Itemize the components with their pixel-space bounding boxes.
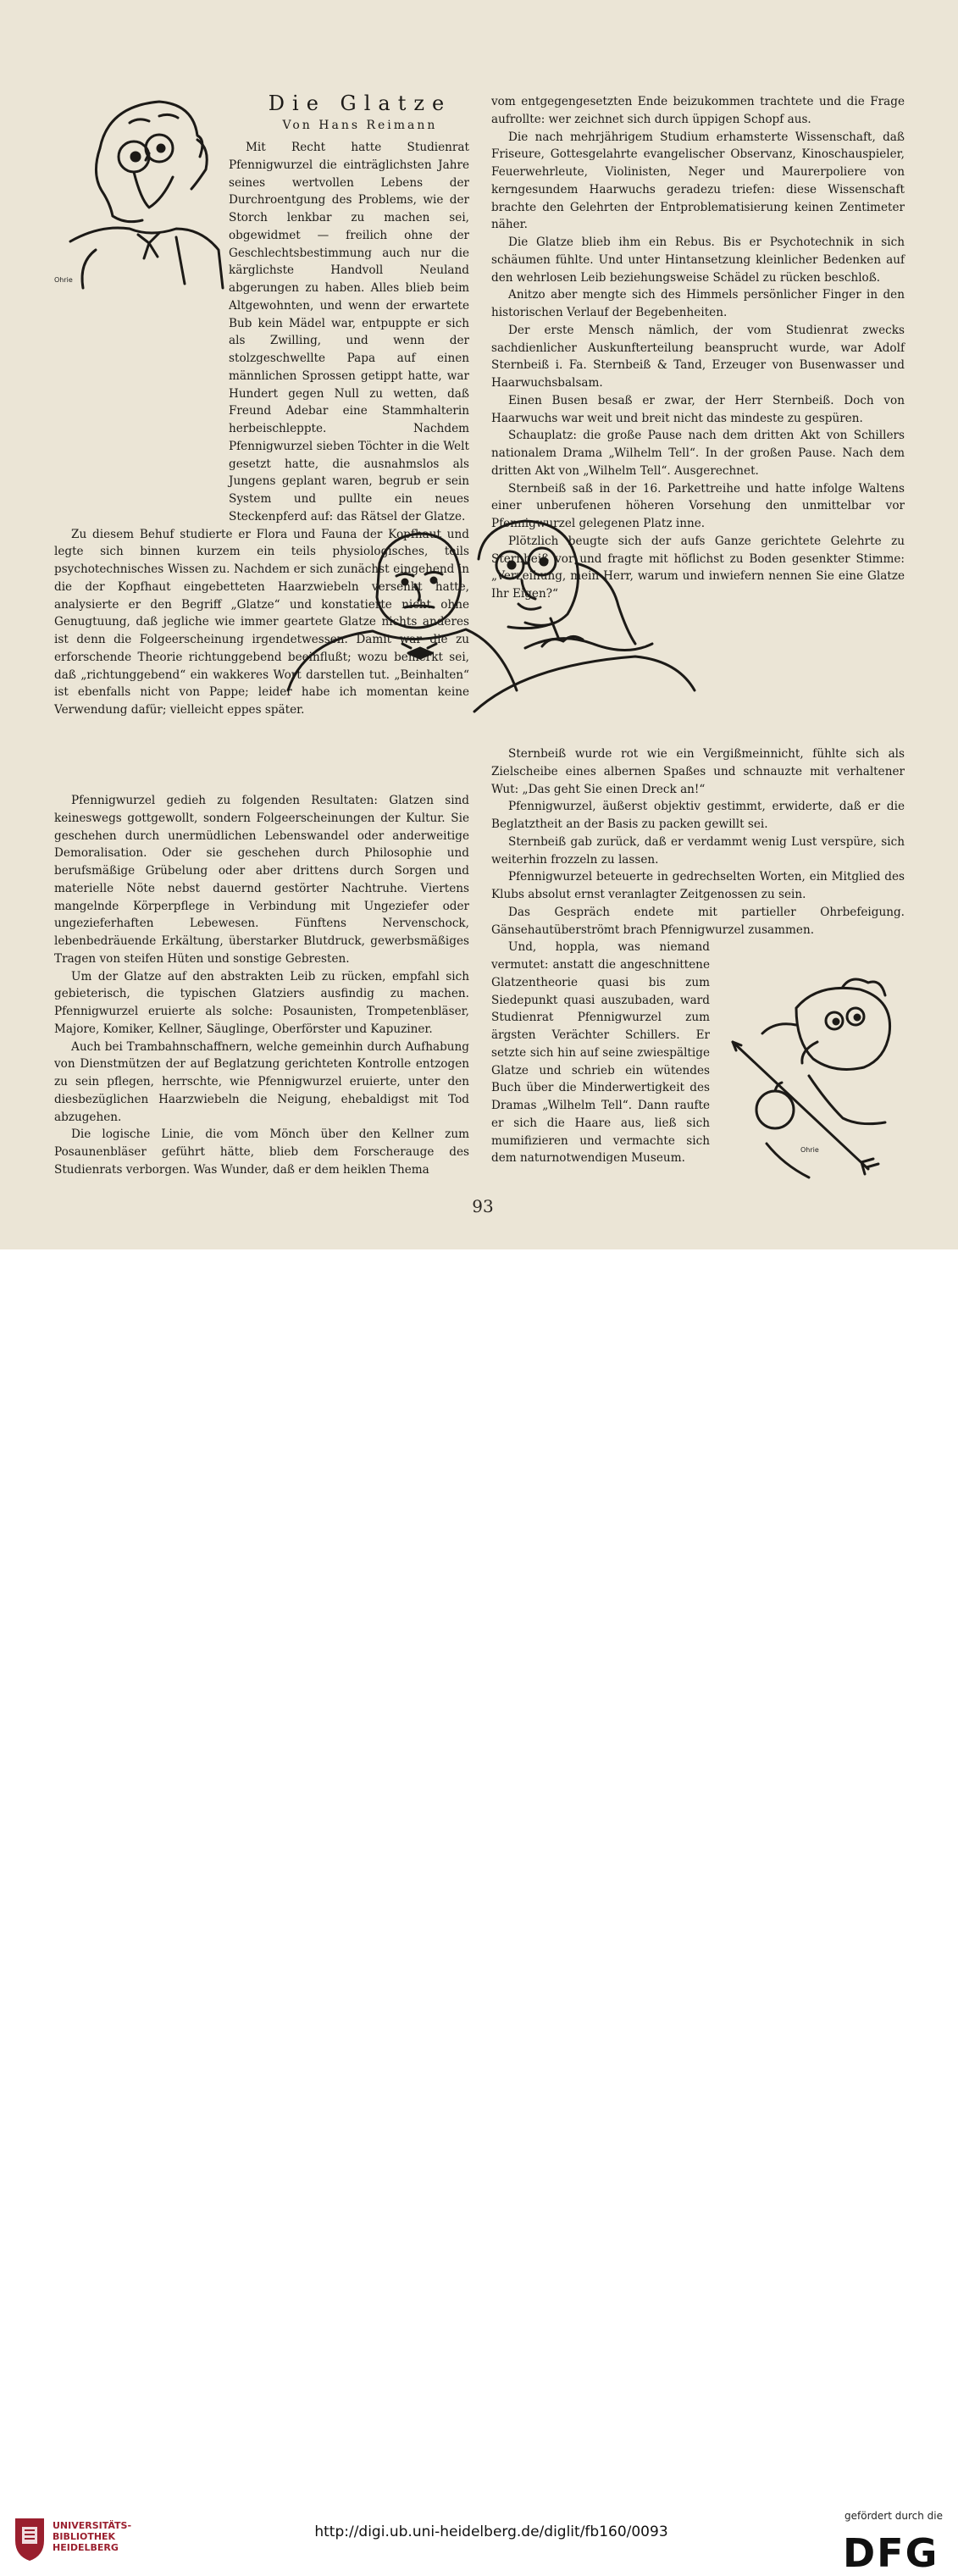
viewer-footer [0, 1249, 958, 2576]
paragraph: Die logische Linie, die vom Mönch über den Kellner zum Posaunenbläser geführt hätte, blieb dem Forscherauge des Studienrats verborgen. Was Wunder, daß er dem heiklen Thema [54, 1127, 469, 1177]
col-left-bottom [54, 792, 469, 1183]
illustrator-signature: Ohrie [54, 276, 73, 284]
article-title: Die Glatze [268, 91, 452, 115]
col-right-bottom [491, 745, 905, 1186]
paragraph: Pfennigwurzel, äußerst objektiv gestimmt, erwiderte, daß er die Beglatztheit an der Basis zu packen gewillt sei. [491, 800, 905, 831]
paragraph: Pfennigwurzel gedieh zu folgenden Resultaten: Glatzen sind keineswegs gottgewollt, sondern Folgeerscheinungen der Kultur. Sie geschehen durch unermüdlichen Lebenswandel oder anderweitige Demoralisation. Oder sie geschehen durch Philosophie und berufsmäßige Grübelung oder aber drittens durch Sorgen und materielle Nöte nebst dauernd gestörter Nachtruhe. Viertens mangelnde Körperpflege in Verbindung mit Ungeziefer oder ungezieferhaften Lebewesen. Fünftens Nervenschock, lebenbedräuende Erkältung, überstarker Blutdruck, gewerbsmäßiges Tragen von steifen Hüten und sonstige Gebresten. [54, 794, 469, 966]
paragraph: Pfennigwurzel beteuerte in gedrechselten Worten, ein Mitglied des Klubs absolut ernst veranlagter Zeitgenossen zu sein. [491, 870, 905, 901]
paragraph: vom entgegengesetzten Ende beizukommen trachtete und die Frage aufrollte: wer zeichnet sich durch üppigen Schopf aus. [491, 95, 905, 126]
paragraph: Anitzo aber mengte sich des Himmels persönlicher Finger in den historischen Verlauf der Begebenheiten. [491, 288, 905, 319]
illustrator-signature-2: Ohrie [800, 1146, 819, 1154]
paragraph: Plötzlich beugte sich der aufs Ganze gerichtete Gelehrte zu Sternbeiß vor und fragte mit höflichst zu Boden gesenkter Stimme: „Verzeihung, mein Herr, warum und inwiefern nennen Sie eine Glatze Ihr Eigen?“ [491, 534, 905, 601]
article-byline: Von Hans Reimann [282, 119, 438, 132]
paragraph: Schauplatz: die große Pause nach dem dritten Akt von Schillers nationalem Drama „Wilhelm Tell“. In der großen Pause. Nach dem dritten Akt von „Wilhelm Tell“. Ausgerechnet. [491, 429, 905, 478]
paragraph: Das Gespräch endete mit partieller Ohrbefeigung. Gänsehautüberströmt brach Pfennigwurzel zusammen. [491, 905, 905, 937]
dfg-logo: DFG [843, 2530, 939, 2576]
paragraph: Die Glatze blieb ihm ein Rebus. Bis er Psychotechnik in sich schäumen fühlte. Und unter Hintansetzung kleinlicher Bedenken auf den wehrlosen Leib beziehungsweise Schädel zu rücken beschloß. [491, 235, 905, 285]
paragraph: Die nach mehrjährigem Studium erhamsterte Wissenschaft, daß Friseure, Gottesgelahrte evangelischer Observanz, Kinoschauspieler, Feuerwehrleute, Violinisten, Neger und Maurerpoliere von kerngesundem Haarwuchs geradezu triefen: diese Wissenschaft brachte den Gelehrten der Entproblematisierung keinen Zentimeter näher. [491, 130, 905, 232]
paragraph: Mit Recht hatte Studienrat Pfennigwurzel die einträglichsten Jahre seines wertvollen Lebens der Durchroentgung des Problems, wie der Storch lenkbar zu machen sei, obgewidmet — freilich ohne der Geschlechtsbestimmung auch nur die kärglichste Handvoll Neuland abgerungen zu haben. Alles blieb beim Altgewohnten, und wenn der erwartete Bub kein Mädel war, entpuppte er sich als Zwilling, und wenn der stolzgeschwellte Papa auf einen männlichen Sprossen getippt hatte, war Hundert gegen Null zu wetten, daß Freund Adebar eine Stammhalterin herbeischleppte. Nachdem Pfennigwurzel sieben Töchter in die Welt gesetzt hatte, die ausnahmslos als Jungens geplant waren, begrub er sein System und pullte ein neues Steckenpferd auf: das Rätsel der Glatze. [229, 141, 469, 524]
library-name: UNIVERSITÄTS- BIBLIOTHEK HEIDELBERG [53, 2520, 132, 2553]
paragraph: Sternbeiß saß in der 16. Parkettreihe und hatte infolge Waltens einer unberufenen höheren Vorsehung den unmittelbar vor Pfennigwurzel gelegenen Platz inne. [491, 481, 905, 530]
page-url-link[interactable]: http://digi.ub.uni-heidelberg.de/diglit/fb160/0093 [314, 2523, 668, 2540]
scanned-page [0, 0, 958, 1249]
paragraph: Auch bei Trambahnschaffnern, welche gemeinhin durch Aufhabung von Dienstmützen der auf Beglatzung gerichteten Kontrolle entzogen zu sein pflegen, herrschte, wie Pfennigwurzel eruierte, unter den diesbezüglichen Haarzwiebeln die Neigung, ehebaldigst mit Tod abzugehen. [54, 1039, 469, 1124]
paragraph: Zu diesem Behuf studierte er Flora und Fauna der Kopfhaut und legte sich binnen kurzem ein teils physiologisches, teils psychotechnisches Wissen zu. Nachdem er sich zunächst eingehend in die der Kopfhaut eingebetteten Haarzwiebeln versenkt hatte, analysierte er den Begriff „Glatze“ und konstatierte nicht ohne Genugtuung, daß jegliche wie immer geartete Glatze nichts anderes ist denn die Folgeerscheinung irgendetwessen. Damit war die zu erforschende Theorie richtunggebend beeinflußt; wozu bemerkt sei, daß „richtunggebend“ ein wakkeres Wort darstellen tut. „Beinhalten“ ist ebenfalls nicht von Pappe; leider habe ich momentan keine Verwendung dafür; vielleicht eppes später. [54, 527, 469, 717]
paragraph: Und, hoppla, was niemand vermutet: anstatt die angeschnittene Glatzentheorie quasi bis zum Siedepunkt quasi auszubaden, ward Studienrat Pfennigwurzel zum ärgsten Verächter Schillers. Er setzte sich hin auf seine zwiespältige Glatze und schrieb ein wütendes Buch über die Minderwertigkeit des Dramas „Wilhelm Tell“. Dann raufte er sich die Haare aus, ließ sich mumifizieren und vermachte sich dem naturnotwendigen Museum. [491, 940, 710, 1166]
university-library-logo-icon [12, 2515, 47, 2562]
col-right-top [491, 93, 905, 745]
col-left-top [54, 139, 469, 791]
paragraph: Sternbeiß wurde rot wie ein Vergißmeinnicht, fühlte sich als Zielscheibe eines albernen Spaßes und schnauzte mit verhaltener Wut: „Das geht Sie einen Dreck an!“ [491, 747, 905, 796]
paragraph: Einen Busen besaß er zwar, der Herr Sternbeiß. Doch von Haarwuchs war weit und breit nicht das mindeste zu gespüren. [491, 393, 905, 425]
funding-label: gefördert durch die [844, 2510, 943, 2522]
paragraph: Sternbeiß gab zurück, daß er verdammt wenig Lust verspüre, sich weiterhin frozzeln zu lassen. [491, 834, 905, 867]
paragraph: Um der Glatze auf den abstrakten Leib zu rücken, empfahl sich gebieterisch, die typischen Glatziers ausfindig zu machen. Pfennigwurzel eruierte als solche: Posaunisten, Trompetenbläser, Majore, Komiker, Kellner, Säuglinge, Oberförster und Kapuziner. [54, 969, 469, 1036]
paragraph: Der erste Mensch nämlich, der vom Studienrat zwecks sachdienlicher Auskunfterteilung beansprucht wurde, war Adolf Sternbeiß i. Fa. Sternbeiß & Tand, Erzeuger von Busenwasser und Haarwuchsbalsam. [491, 323, 905, 390]
page-number: 93 [472, 1196, 494, 1216]
